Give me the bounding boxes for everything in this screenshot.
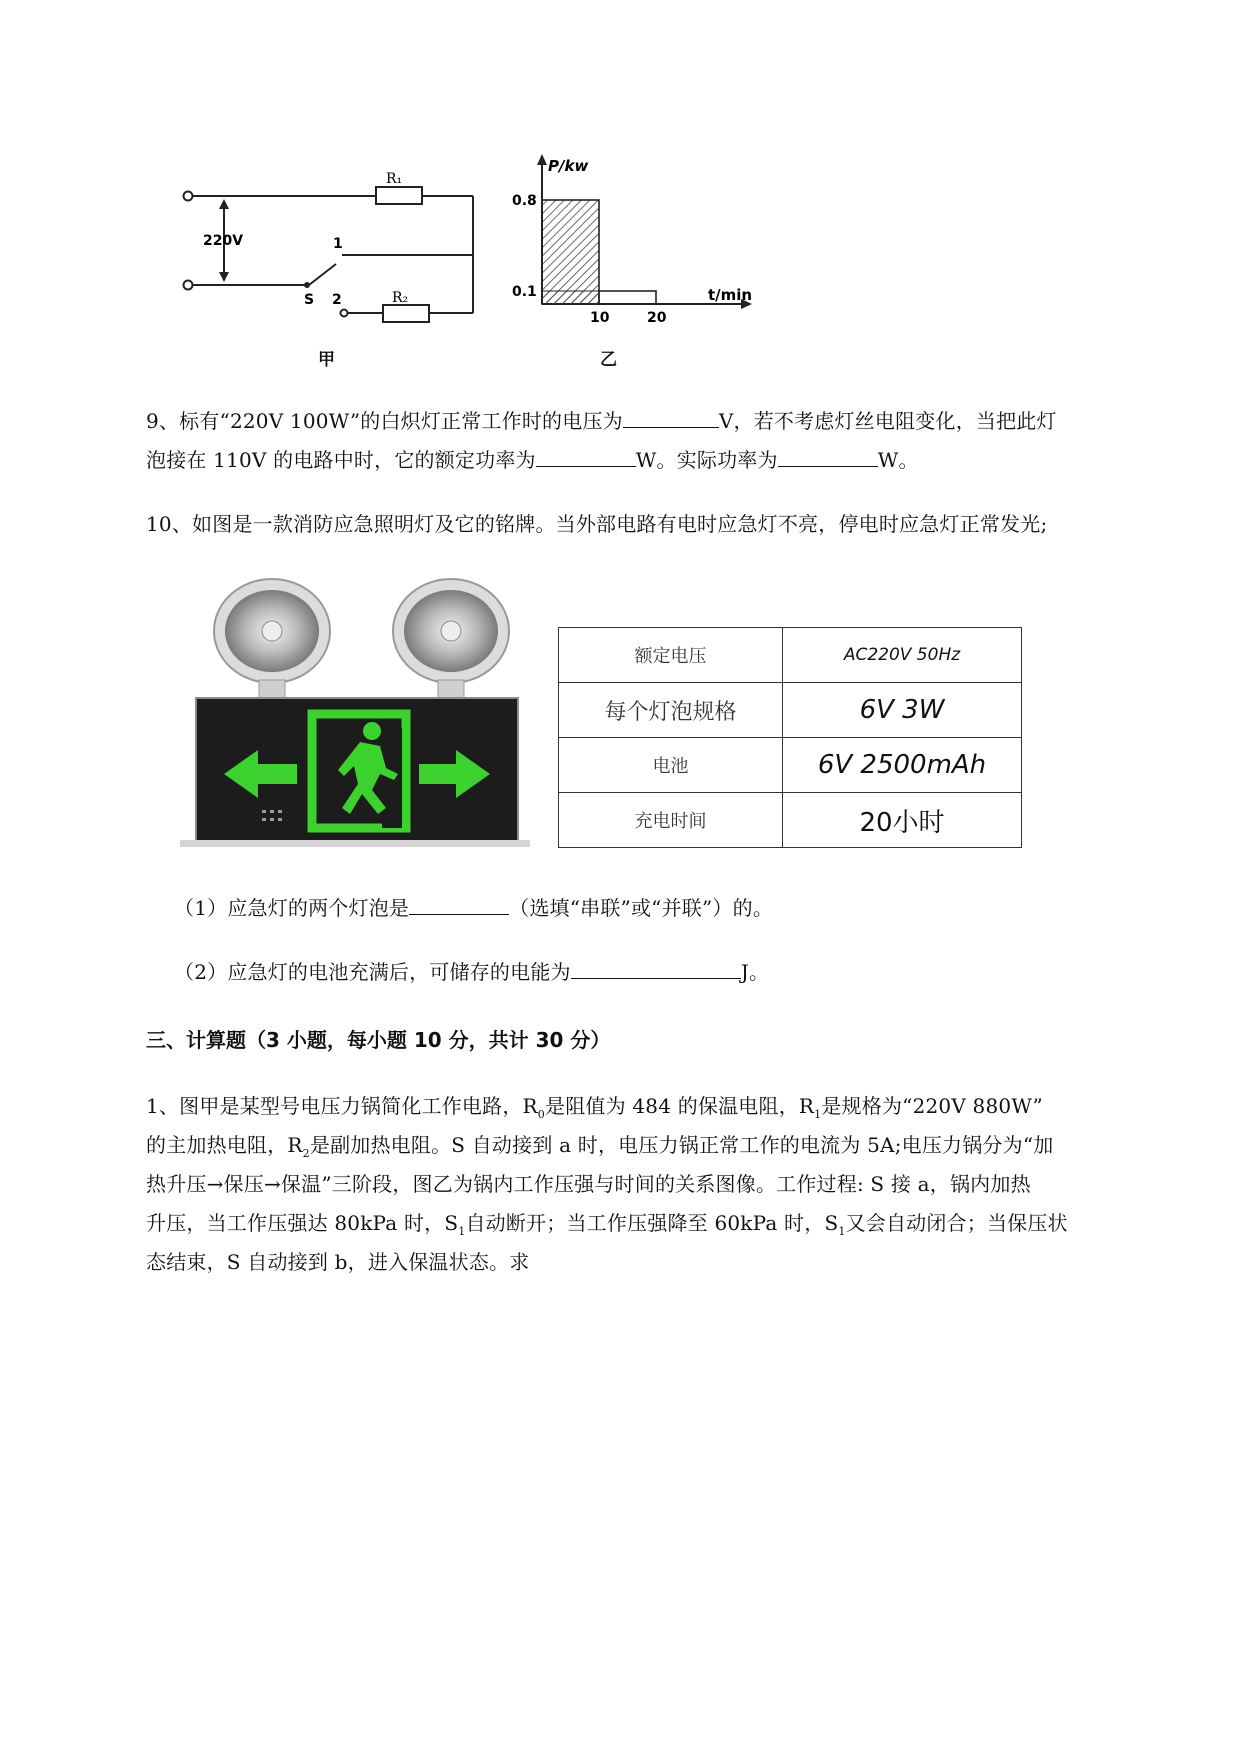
question-10 <box>146 505 1136 544</box>
nameplate-value: 20小时 <box>783 793 1022 848</box>
lamp-head-left-icon <box>214 579 330 700</box>
q9-text-2b: W。实际功率为 <box>635 448 778 472</box>
q9-text-1b: V，若不考虑灯丝电阻变化，当把此灯 <box>718 409 1057 433</box>
nameplate-value: AC220V 50Hz <box>783 628 1022 683</box>
calc1-text-3: 热升压→保压→保温”三阶段，图乙为锅内工作压强与时间的关系图像。工作过程: S 接 a，锅内加热 <box>146 1172 1031 1196</box>
calc1-text-1c: 是规格为“220V 880W” <box>821 1094 1043 1118</box>
contact-1-label: 1 <box>333 236 343 252</box>
q9-text-2a: 泡接在 110V 的电路中时，它的额定功率为 <box>146 448 536 472</box>
y-axis-label: P/kw <box>548 157 589 175</box>
power-time-chart <box>510 152 760 327</box>
x-axis-label: t/min <box>708 286 753 304</box>
power-bar-2 <box>599 291 656 304</box>
subscript: 1 <box>814 1108 822 1121</box>
section-3-heading: 三、计算题（3 小题，每小题 10 分，共计 30 分） <box>146 1028 611 1052</box>
nameplate-value: 6V 3W <box>783 683 1022 738</box>
table-row <box>559 683 1022 738</box>
q10-sub2-text-b: J。 <box>740 960 770 984</box>
question-9 <box>146 402 1136 480</box>
calc1-text-4b: 自动断开；当工作压强降至 60kPa 时，S <box>465 1211 839 1235</box>
x-tick-label: 20 <box>647 310 667 326</box>
nameplate-table <box>558 627 1022 848</box>
calc1-text-2a: 的主加热电阻，R <box>146 1133 303 1157</box>
r2-label: R₂ <box>392 290 409 306</box>
subscript: 1 <box>458 1225 466 1238</box>
y-tick-label: 0.8 <box>512 193 537 209</box>
calc1-text-2b: 是副加热电阻。S 自动接到 a 时，电压力锅正常工作的电流为 5A;电压力锅分为“加 <box>309 1133 1054 1157</box>
table-row <box>559 738 1022 793</box>
q9-blank-voltage[interactable] <box>623 403 719 428</box>
calc1-text-5: 态结束，S 自动接到 b，进入保温状态。求 <box>146 1250 530 1274</box>
voltage-label: 220V <box>203 233 244 249</box>
x-tick-label: 10 <box>590 310 610 326</box>
emergency-light-illustration <box>172 578 532 853</box>
nameplate-label: 每个灯泡规格 <box>559 683 783 738</box>
q10-text: 10、如图是一款消防应急照明灯及它的铭牌。当外部电路有电时应急灯不亮，停电时应急灯正常发光; <box>146 512 1048 536</box>
q10-blank-connection[interactable] <box>409 890 509 915</box>
q10-sub-2 <box>174 953 1164 992</box>
lamp-head-right-icon <box>393 579 509 700</box>
calc1-text-1b: 是阻值为 484 的保温电阻，R <box>545 1094 815 1118</box>
q10-sub1-text-b: （选填“串联”或“并联”）的。 <box>509 896 774 920</box>
subscript: 0 <box>537 1108 545 1121</box>
subscript: 2 <box>302 1147 310 1160</box>
calc1-text-1a: 1、图甲是某型号电压力锅简化工作电路，R <box>146 1094 538 1118</box>
caption-yi: 乙 <box>600 350 617 370</box>
calc1-text-4c: 又会自动闭合；当保压状 <box>845 1211 1068 1235</box>
calc-problem-1 <box>146 1087 1136 1282</box>
power-bar-1 <box>542 200 599 304</box>
nameplate-label: 充电时间 <box>559 793 783 848</box>
subscript: 1 <box>838 1225 846 1238</box>
r1-label: R₁ <box>386 171 403 187</box>
q9-text-2c: W。 <box>877 448 919 472</box>
circuit-diagram-jia <box>170 160 490 360</box>
q9-text-1a: 9、标有“220V 100W”的白炽灯正常工作时的电压为 <box>146 409 623 433</box>
q10-blank-energy[interactable] <box>571 954 741 979</box>
calc1-text-4a: 升压，当工作压强达 80kPa 时，S <box>146 1211 459 1235</box>
q10-sub2-text-a: （2）应急灯的电池充满后，可储存的电能为 <box>174 960 571 984</box>
q10-sub-1 <box>174 889 1164 928</box>
table-row <box>559 628 1022 683</box>
nameplate-label: 电池 <box>559 738 783 793</box>
q10-sub1-text-a: （1）应急灯的两个灯泡是 <box>174 896 410 920</box>
q9-blank-rated-power[interactable] <box>536 442 636 467</box>
nameplate-label: 额定电压 <box>559 628 783 683</box>
table-row <box>559 793 1022 848</box>
nameplate-value: 6V 2500mAh <box>783 738 1022 793</box>
y-tick-label: 0.1 <box>512 284 537 300</box>
q9-blank-actual-power[interactable] <box>778 442 878 467</box>
caption-jia: 甲 <box>318 350 335 370</box>
switch-label: S <box>304 292 315 308</box>
power-bar-base <box>542 291 599 304</box>
contact-2-label: 2 <box>332 292 342 308</box>
